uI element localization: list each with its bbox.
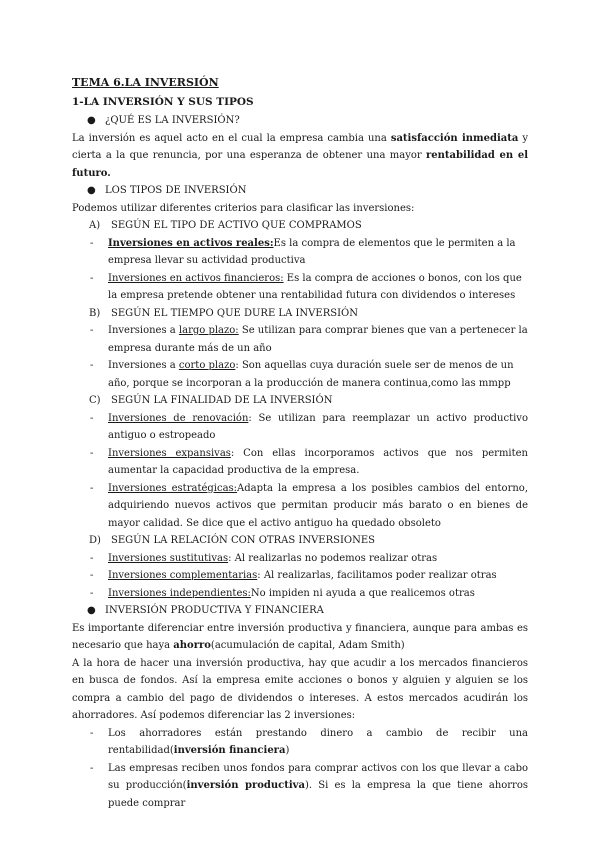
list-heading-a: A) SEGÚN EL TIPO DE ACTIVO QUE COMPRAMOS — [89, 220, 362, 231]
list-item: - Inversiones estratégicas:Adapta la empresa a los posibles cambios del entorno, adquiriendo nuevos activos que permitan producir más barato o en bienes de mayor calidad. Se dice que el activo antiguo ha quedado obsoleto — [90, 482, 529, 529]
section-heading: 1-LA INVERSIÓN Y SUS TIPOS — [72, 96, 254, 108]
list-item: - Los ahorradores están prestando dinero a cambio de recibir una rentabilidad(inversión financiera) — [90, 727, 528, 756]
list-item: - Inversiones expansivas: Con ellas incorporamos activos que nos permiten aumentar la capacidad productiva de la empresa. — [90, 447, 528, 476]
list-item: - Inversiones en activos reales:Es la compra de elementos que le permiten a la empresa llevar su actividad productiva — [90, 237, 516, 266]
bullet-item: ● INVERSIÓN PRODUCTIVA Y FINANCIERA — [72, 602, 528, 620]
document-body — [72, 74, 528, 812]
list-item: - Inversiones independientes:No impiden ni ayuda a que realicemos otras — [90, 587, 475, 599]
list-item: - Inversiones sustitutivas: Al realizarlas no podemos realizar otras — [90, 552, 438, 564]
bullet-icon: ● — [87, 185, 96, 196]
paragraph-intro: Podemos utilizar diferentes criterios para clasificar las inversiones: — [72, 202, 415, 214]
list-item: - Inversiones a corto plazo: Son aquellas cuya duración suele ser de menos de un año, porque se incorporan a la producción de manera continua,como las mmpp — [90, 360, 514, 389]
paragraph-mercados: A la hora de hacer una inversión productiva, hay que acudir a los mercados financieros en busca de fondos. Así la empresa emite acciones o bonos y alguien y alguien se los compra a cambio del pago de dividendos o intereses. A estos mercados acudirán los ahorradores. Así podemos diferenciar las 2 inversiones: — [72, 657, 528, 721]
bullet-item: ● LOS TIPOS DE INVERSIÓN — [72, 182, 528, 200]
list-heading-b: B) SEGÚN EL TIEMPO QUE DURE LA INVERSIÓN — [89, 307, 358, 319]
paragraph-ahorro: Es importante diferenciar entre inversión productiva y financiera, aunque para ambas es necesario que haya ahorro(acumulación de capital, Adam Smith) — [72, 622, 528, 651]
list-heading-d: D) SEGÚN LA RELACIÓN CON OTRAS INVERSIONES — [89, 535, 376, 546]
bullet-icon: ● — [87, 605, 96, 616]
list-heading-c: C) SEGÚN LA FINALIDAD DE LA INVERSIÓN — [89, 395, 333, 406]
list-item: - Las empresas reciben unos fondos para comprar activos con los que llevar a cabo su producción(inversión productiva). Si es la empresa la que tiene ahorros puede comprar — [90, 762, 528, 809]
list-item: - Inversiones a largo plazo: Se utilizan para comprar bienes que van a pertenecer la empresa durante más de un año — [90, 325, 528, 354]
document-title: TEMA 6.LA INVERSIÓN — [72, 76, 219, 89]
paragraph-definition: La inversión es aquel acto en el cual la empresa cambia una satisfacción inmediata y cierta a la que renuncia, por una esperanza de obtener una mayor rentabilidad en el futuro. — [72, 132, 529, 179]
bullet-icon: ● — [87, 115, 96, 126]
list-item: - Inversiones de renovación: Se utilizan para reemplazar un activo productivo antiguo o estropeado — [90, 412, 528, 441]
list-item: - Inversiones complementarias: Al realizarlas, facilitamos poder realizar otras — [90, 570, 497, 581]
list-item: - Inversiones en activos financieros: Es la compra de acciones o bonos, con los que la empresa pretende obtener una rentabilidad futura con dividendos o intereses — [90, 272, 522, 301]
bullet-item: ● ¿QUÉ ES LA INVERSIÓN? — [72, 112, 528, 130]
